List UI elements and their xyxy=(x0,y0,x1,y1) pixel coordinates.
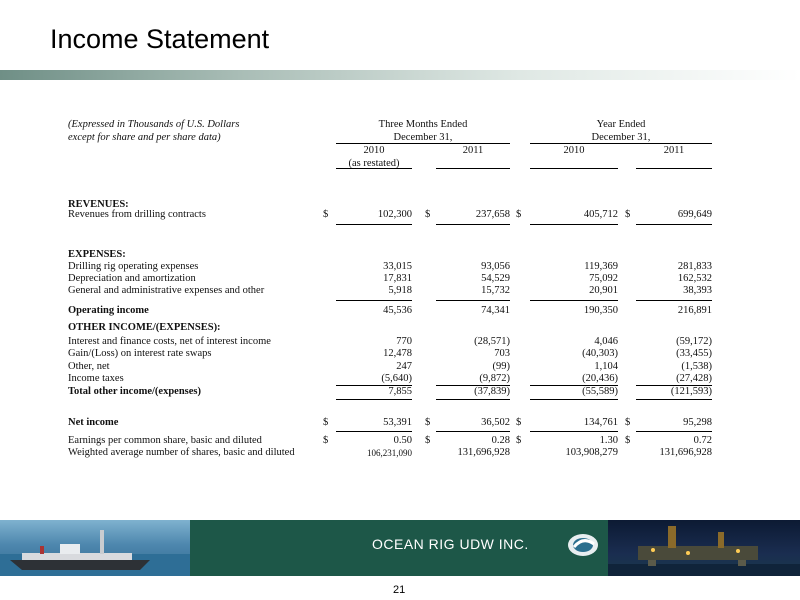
row-value: (121,593) xyxy=(670,386,712,397)
row-label: Net income xyxy=(68,417,119,428)
row-rule xyxy=(336,300,412,301)
row-label: Drilling rig operating expenses xyxy=(68,261,199,272)
row-label: Other, net xyxy=(68,361,110,372)
ship-photo xyxy=(0,520,190,576)
table-row xyxy=(0,417,800,429)
currency-symbol: $ xyxy=(625,435,631,446)
currency-symbol: $ xyxy=(425,209,431,220)
table-row xyxy=(0,336,800,348)
section-expenses: EXPENSES: xyxy=(68,249,126,260)
col-header-2011-y: 2011 xyxy=(663,145,685,156)
row-value: (33,455) xyxy=(676,348,712,359)
row-value: 20,901 xyxy=(589,285,618,296)
row-value: 770 xyxy=(396,336,412,347)
row-rule xyxy=(636,431,712,432)
page-number: 21 xyxy=(393,584,406,596)
table-row xyxy=(0,361,800,373)
row-value: (40,303) xyxy=(582,348,618,359)
row-value: 95,298 xyxy=(683,417,712,428)
col-rule xyxy=(436,168,510,169)
row-label: Income taxes xyxy=(68,373,124,384)
row-label: Total other income/(expenses) xyxy=(68,386,201,397)
row-value: 1.30 xyxy=(599,435,618,446)
row-label: Gain/(Loss) on interest rate swaps xyxy=(68,348,212,359)
row-value: 33,015 xyxy=(383,261,412,272)
row-value: 74,341 xyxy=(481,305,510,316)
row-value: 190,350 xyxy=(583,305,618,316)
row-value: 103,908,279 xyxy=(565,447,618,458)
row-value: 134,761 xyxy=(583,417,618,428)
row-value: 131,696,928 xyxy=(659,447,712,458)
section-revenues: REVENUES: xyxy=(68,199,129,210)
row-value: 237,658 xyxy=(475,209,510,220)
col-rule xyxy=(530,168,618,169)
row-value: 75,092 xyxy=(589,273,618,284)
row-value: 54,529 xyxy=(481,273,510,284)
row-value: 0.50 xyxy=(393,435,412,446)
row-label: Revenues from drilling contracts xyxy=(68,209,206,220)
table-row xyxy=(0,261,800,273)
row-rule xyxy=(436,300,510,301)
row-value: 12,478 xyxy=(383,348,412,359)
row-rule xyxy=(636,300,712,301)
currency-symbol: $ xyxy=(323,435,329,446)
row-rule xyxy=(436,431,510,432)
row-value: (9,872) xyxy=(479,373,510,384)
rig-photo xyxy=(608,520,800,576)
row-value: (37,839) xyxy=(474,386,510,397)
table-row xyxy=(0,285,800,297)
row-value: 15,732 xyxy=(481,285,510,296)
row-rule xyxy=(336,399,412,400)
row-value: (59,172) xyxy=(676,336,712,347)
row-rule xyxy=(636,399,712,400)
row-value: 93,056 xyxy=(481,261,510,272)
row-rule xyxy=(530,399,618,400)
row-value: 131,696,928 xyxy=(457,447,510,458)
row-rule xyxy=(436,399,510,400)
row-value: 17,831 xyxy=(383,273,412,284)
three-months-header: Three Months Ended December 31, xyxy=(378,119,468,143)
col-rule xyxy=(636,168,712,169)
row-value: 216,891 xyxy=(677,305,712,316)
currency-symbol: $ xyxy=(625,209,631,220)
currency-symbol: $ xyxy=(425,417,431,428)
row-label: Operating income xyxy=(68,305,149,316)
table-row xyxy=(0,273,800,285)
currency-symbol: $ xyxy=(323,209,329,220)
row-value: 119,369 xyxy=(584,261,618,272)
row-value: 106,231,090 xyxy=(367,448,412,458)
currency-symbol: $ xyxy=(625,417,631,428)
ship-illustration xyxy=(0,520,190,576)
col-header-2011-q: 2011 xyxy=(462,145,484,156)
col-rule xyxy=(336,168,412,169)
row-label: Weighted average number of shares, basic and diluted xyxy=(68,447,295,458)
row-value: 38,393 xyxy=(683,285,712,296)
table-row xyxy=(0,348,800,360)
row-rule xyxy=(336,224,412,225)
row-value: 247 xyxy=(396,361,412,372)
table-row xyxy=(0,386,800,398)
row-value: 53,391 xyxy=(383,417,412,428)
currency-symbol: $ xyxy=(323,417,329,428)
col-header-2010-y: 2010 xyxy=(563,145,585,156)
row-value: 1,104 xyxy=(594,361,618,372)
row-value: 102,300 xyxy=(377,209,412,220)
row-value: 7,855 xyxy=(388,386,412,397)
row-value: 405,712 xyxy=(583,209,618,220)
row-rule xyxy=(636,224,712,225)
currency-symbol: $ xyxy=(516,417,522,428)
row-value: 45,536 xyxy=(383,305,412,316)
page-title: Income Statement xyxy=(50,24,270,54)
row-rule xyxy=(530,300,618,301)
row-label: Depreciation and amortization xyxy=(68,273,196,284)
units-note: (Expressed in Thousands of U.S. Dollars except for share and per share data) xyxy=(68,119,240,143)
title-divider-band xyxy=(0,70,800,80)
table-row xyxy=(0,447,800,459)
currency-symbol: $ xyxy=(425,435,431,446)
row-value: (28,571) xyxy=(474,336,510,347)
col-header-2010-q: 2010 (as restated) xyxy=(348,145,400,169)
row-rule xyxy=(530,224,618,225)
row-value: 0.72 xyxy=(693,435,712,446)
table-row xyxy=(0,305,800,317)
section-other-income: OTHER INCOME/(EXPENSES): xyxy=(68,322,221,333)
company-logo-icon xyxy=(566,532,600,558)
rig-illustration xyxy=(608,520,800,576)
table-row xyxy=(0,373,800,385)
currency-symbol: $ xyxy=(516,435,522,446)
row-value: (55,589) xyxy=(582,386,618,397)
company-name: OCEAN RIG UDW INC. xyxy=(372,536,529,552)
row-value: 703 xyxy=(494,348,510,359)
row-value: 4,046 xyxy=(594,336,618,347)
row-value: (20,436) xyxy=(582,373,618,384)
row-value: (27,428) xyxy=(676,373,712,384)
row-value: (5,640) xyxy=(381,373,412,384)
row-value: 5,918 xyxy=(388,285,412,296)
row-value: 36,502 xyxy=(481,417,510,428)
row-label: Earnings per common share, basic and diluted xyxy=(68,435,262,446)
row-label: Interest and finance costs, net of interest income xyxy=(68,336,271,347)
row-value: 281,833 xyxy=(677,261,712,272)
row-value: 699,649 xyxy=(677,209,712,220)
row-value: (1,538) xyxy=(681,361,712,372)
table-row xyxy=(0,435,800,447)
row-rule xyxy=(336,431,412,432)
table-row xyxy=(0,209,800,221)
row-rule xyxy=(530,431,618,432)
currency-symbol: $ xyxy=(516,209,522,220)
row-value: (99) xyxy=(492,361,510,372)
row-value: 0.28 xyxy=(491,435,510,446)
row-label: General and administrative expenses and other xyxy=(68,285,265,296)
year-ended-header: Year Ended December 31, xyxy=(591,119,651,143)
row-value: 162,532 xyxy=(677,273,712,284)
row-rule xyxy=(436,224,510,225)
